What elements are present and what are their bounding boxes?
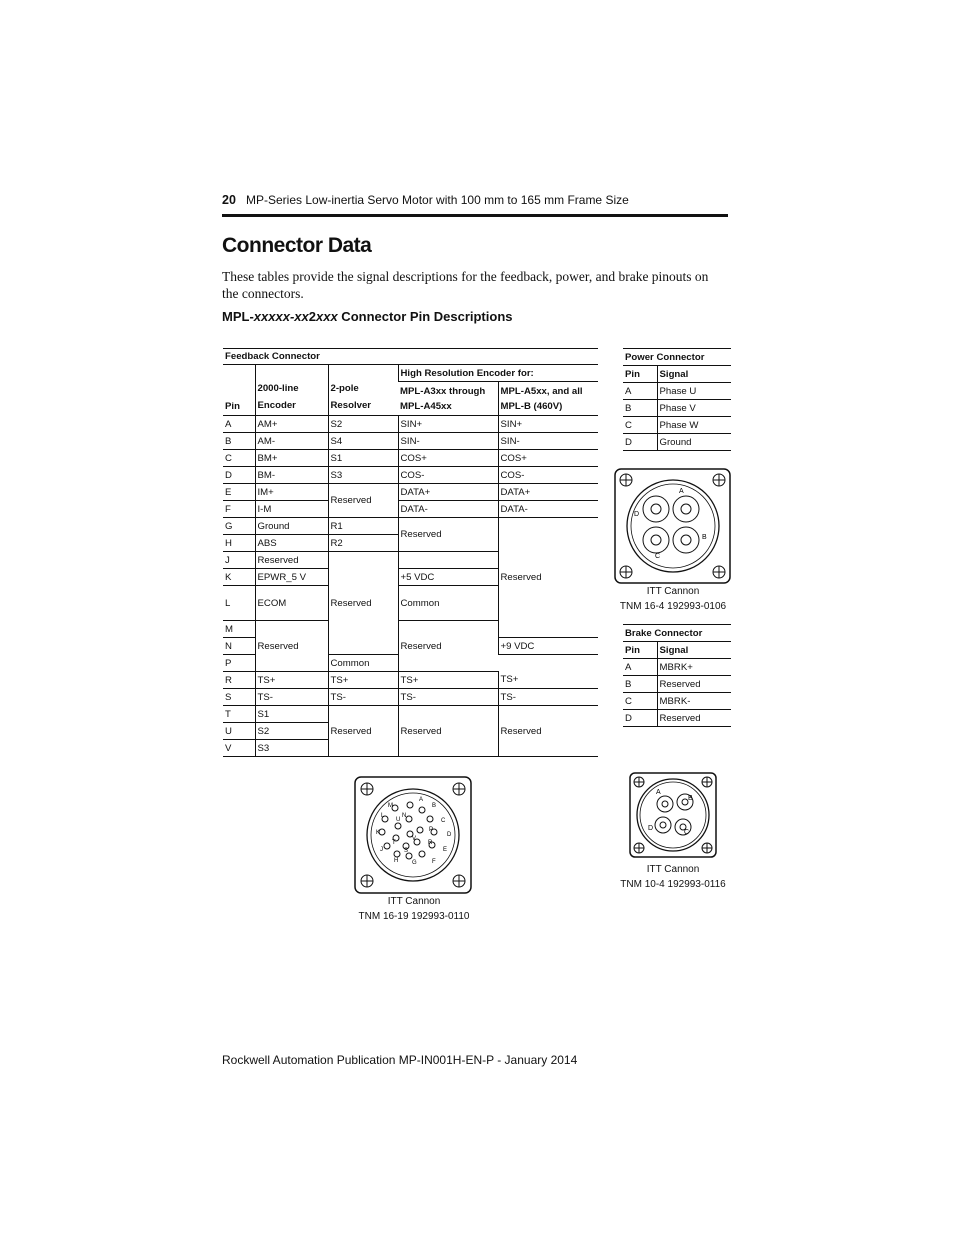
table-row: A Phase U [623, 383, 731, 400]
table-row: P Common [223, 655, 598, 672]
pin-b [419, 807, 425, 813]
table-row: L ECOM Common [223, 586, 598, 621]
table-row: S TS- TS- TS- TS- [223, 689, 598, 706]
power-connector-table: Power Connector Pin Signal A Phase U B Phase V C Phase W D Ground [623, 348, 731, 451]
pin-label-c: C [684, 829, 690, 836]
pin-label-a: A [419, 797, 424, 803]
pin-a [407, 802, 413, 808]
high-res-header: High Resolution Encoder for: [398, 365, 598, 382]
brake-connector-caption: ITT Cannon TNM 10-4 192993-0116 [620, 864, 726, 890]
pin-label-n: N [402, 813, 407, 819]
table-row: J Reserved Reserved [223, 552, 598, 569]
col-a3-header: MPL-A3xx through MPL-A45xx [398, 382, 498, 416]
section-title: Connector Data [222, 234, 372, 257]
pin-label-b: B [702, 534, 707, 541]
pin-p [417, 827, 423, 833]
table-row: G Ground R1 Reserved Reserved [223, 518, 598, 535]
pin-label-s: S [404, 848, 409, 854]
page-number: 20 [222, 193, 236, 207]
pin-label-d: D [648, 825, 654, 832]
pin-label-k: K [376, 830, 381, 836]
pin-h [394, 851, 400, 857]
pin-label-d: D [447, 832, 452, 838]
feedback-connector-caption: ITT Cannon TNM 16-19 192993-0110 [358, 896, 470, 922]
table-row: B Phase V [623, 400, 731, 417]
brake-connector-diagram [627, 770, 719, 860]
col-a5-header: MPL-A5xx, and all MPL-B (460V) [498, 382, 598, 416]
table-row: A MBRK+ [623, 659, 731, 676]
pin-label-j: J [380, 847, 383, 853]
pin-label-d: D [634, 511, 640, 518]
pin-label-m: M [388, 803, 393, 809]
col-encoder-header: 2000-line Encoder [255, 365, 328, 416]
pin-label-u: U [396, 817, 401, 823]
pin-label-g: G [412, 860, 417, 866]
pin-label-b: B [432, 803, 437, 809]
table-row: T S1 Reserved Reserved Reserved [223, 706, 598, 723]
pin-n [406, 816, 412, 822]
pin-label-p: P [429, 827, 434, 833]
intro-paragraph: These tables provide the signal descriptions for the feedback, power, and brake pinouts on the connectors. [222, 269, 709, 301]
running-header: MP-Series Low-inertia Servo Motor with 100 mm to 165 mm Frame Size [246, 193, 629, 207]
table-row: D BM- S3 COS- COS- [223, 467, 598, 484]
pin-f [419, 851, 425, 857]
table-row: D Reserved [623, 710, 731, 727]
table-row: U S2 [223, 723, 598, 740]
brake-connector-table: Brake Connector Pin Signal A MBRK+ B Reserved C MBRK- D Reserved [623, 624, 731, 727]
pin-label-e: E [443, 847, 448, 853]
table-row: H ABS R2 [223, 535, 598, 552]
pin-label-c: C [441, 818, 446, 824]
feedback-connector-table [223, 348, 598, 757]
pin-c [427, 816, 433, 822]
table-row: C Phase W [623, 417, 731, 434]
pin-j [384, 843, 390, 849]
power-connector-diagram [612, 466, 734, 586]
pin-label-f: F [432, 859, 436, 865]
table-row: D Ground [623, 434, 731, 451]
pin-label-v: V [412, 836, 417, 842]
table-row: B AM- S4 SIN- SIN- [223, 433, 598, 450]
pin-label-t: T [392, 840, 396, 846]
page-footer: Rockwell Automation Publication MP-IN001H-EN-P - January 2014 [222, 1053, 578, 1067]
col-pin-header: Pin [223, 365, 255, 416]
feedback-table-title: Feedback Connector [223, 349, 598, 365]
col-resolver-header: 2-pole Resolver [328, 365, 398, 416]
pin-label-a: A [679, 488, 684, 495]
table-row: K EPWR_5 V +5 VDC [223, 569, 598, 586]
table-heading: MPL-xxxxx-xx2xxx Connector Pin Descriptions [222, 309, 513, 324]
feedback-connector-diagram [352, 774, 474, 896]
pin-label-c: C [655, 553, 661, 560]
pin-label-r: R [428, 840, 433, 846]
pin-u [395, 823, 401, 829]
pin-label-l: L [381, 813, 385, 819]
table-row: B Reserved [623, 676, 731, 693]
pin-label-b: B [688, 795, 693, 802]
pin-label-h: H [394, 858, 399, 864]
table-row: E IM+ Reserved DATA+ DATA+ [223, 484, 598, 501]
pin-label-a: A [656, 789, 661, 796]
table-row: M Reserved Reserved [223, 621, 598, 638]
power-connector-caption: ITT Cannon TNM 16-4 192993-0106 [619, 586, 727, 612]
table-row: C MBRK- [623, 693, 731, 710]
table-row: N +9 VDC [223, 638, 598, 655]
table-row: C BM+ S1 COS+ COS+ [223, 450, 598, 467]
header-rule [222, 214, 728, 217]
power-table-title: Power Connector [623, 349, 731, 366]
table-row: F I-M DATA- DATA- [223, 501, 598, 518]
table-row: V S3 [223, 740, 598, 757]
brake-table-title: Brake Connector [623, 625, 731, 642]
table-row: R TS+ TS+ TS+ TS+ [223, 672, 598, 689]
table-row: A AM+ S2 SIN+ SIN+ [223, 416, 598, 433]
